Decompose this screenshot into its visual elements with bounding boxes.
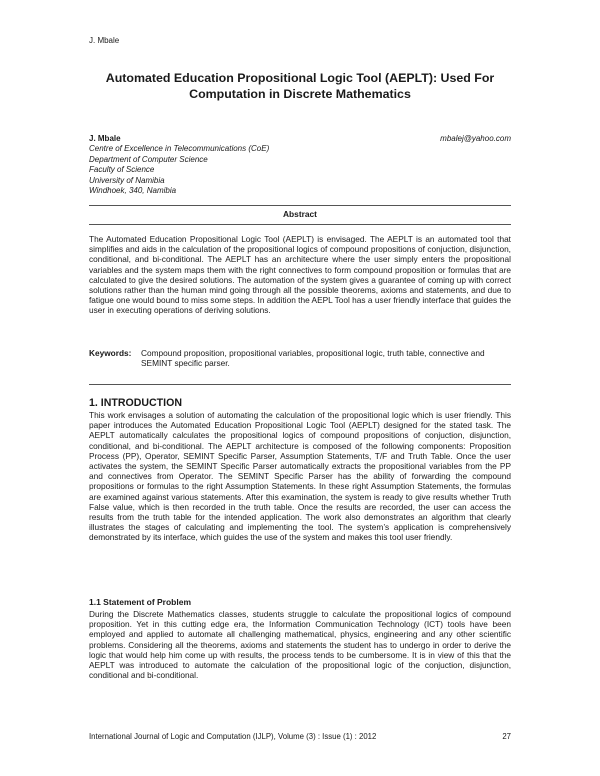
abstract-top-rule	[89, 205, 511, 206]
affiliation-line: Centre of Excellence in Telecommunications (CoE)	[89, 144, 270, 154]
introduction-text: This work envisages a solution of automating the calculation of the propositional logic which is user friendly. This paper introduces the Automated Education Propositional Logic Tool (AEPLT) designed for the stated task. The AEPLT automatically calculates the propositional logics of compound propositions of conjuction, disjunction, conditional, and bi-conditional. The AEPLT architecture is composed of the following components: Proposition Process (PP), Operator, SEMINT Specific Parser, Assumption Statements, T/F and Truth Table. Once the user activates the system, the SEMINT Specific Parser automatically extracts the propositional variables from the PP and connectives from Operator. The SEMINT Specific Parser has the ability of forwarding the compound propositions or formulas to the right Assumption Statements. In these right Assumption Statements, the formulas are examined against various statements. After this examination, the system is ready to give results whether Truth False value, which is then recorded in the truth table. Once the results are recorded, the user can access the results from the truth table for the intended application. The work also demonstrates an algorithm that clearly illustrates the stages of calculating and implementing the tool. The system’s application is comprehensively demonstrated by its interface, which guides the use of the system and makes this tool user friendly.	[89, 410, 511, 543]
affiliation-line: Faculty of Science	[89, 165, 155, 175]
abstract-heading: Abstract	[283, 209, 317, 219]
problem-statement-text: During the Discrete Mathematics classes, students struggle to calculate the propositional logics of compound proposition. Yet in this cutting edge era, the Information Communication Technology (ICT) tools have been employed and applied to automate all challenging mathematical, physics, engineering and any other scientific problems. Considering all the theorems, axioms and statements the student has to undergo in order to derive the logic that would help him come up with results, the process tends to be cumbersome. It is in view of this that the AEPLT was introduced to automate the calculation of the propositional logic of the conjuction, disjunction, conditional and bi-conditional.	[89, 609, 511, 681]
keywords-text: Compound proposition, propositional variables, propositional logic, truth table, connective and SEMINT specific parser.	[141, 348, 485, 369]
subsection-heading: 1.1 Statement of Problem	[89, 597, 192, 607]
affiliation-line: Department of Computer Science	[89, 154, 208, 164]
section-heading: 1. INTRODUCTION	[89, 397, 182, 409]
author-email: mbalej@yahoo.com	[440, 134, 511, 143]
page-number: 27	[502, 732, 511, 741]
section-divider-rule	[89, 384, 511, 385]
author-name: J. Mbale	[89, 134, 121, 143]
journal-citation: International Journal of Logic and Computation (IJLP), Volume (3) : Issue (1) : 2012	[89, 732, 377, 741]
paper-title: Automated Education Propositional Logic Tool (AEPLT): Used For Computation in Discrete Mathematics	[105, 71, 495, 101]
affiliation-line: Windhoek, 340, Namibia	[89, 186, 177, 196]
affiliation-line: University of Namibia	[89, 175, 165, 185]
abstract-text: The Automated Education Propositional Logic Tool (AEPLT) is envisaged. The AEPLT is an automated tool that simplifies and aids in the calculation of the propositional logics of compound propositions of conjuction, disjunction, conditional, and bi-conditional. The AEPLT has an architecture where the user simply enters the propositional variables and the system maps them with the right connectives to form compound proposition or formulas that are calculated to give the desired solutions. The automation of the system gives a guarantee of coming up with correct solutions rather than the human mind going through all the possible theorems, axioms and statements, and due to fatigue one would bound to miss some steps. In addition the AEPL Tool has a user friendly interface that guides the user in executing operations of deriving solutions.	[89, 234, 511, 316]
running-head: J. Mbale	[89, 36, 120, 45]
keywords-block	[89, 348, 511, 368]
keywords-label: Keywords:	[89, 348, 132, 358]
page-footer	[89, 732, 511, 741]
author-block	[89, 134, 511, 196]
abstract-bottom-rule	[89, 224, 511, 225]
